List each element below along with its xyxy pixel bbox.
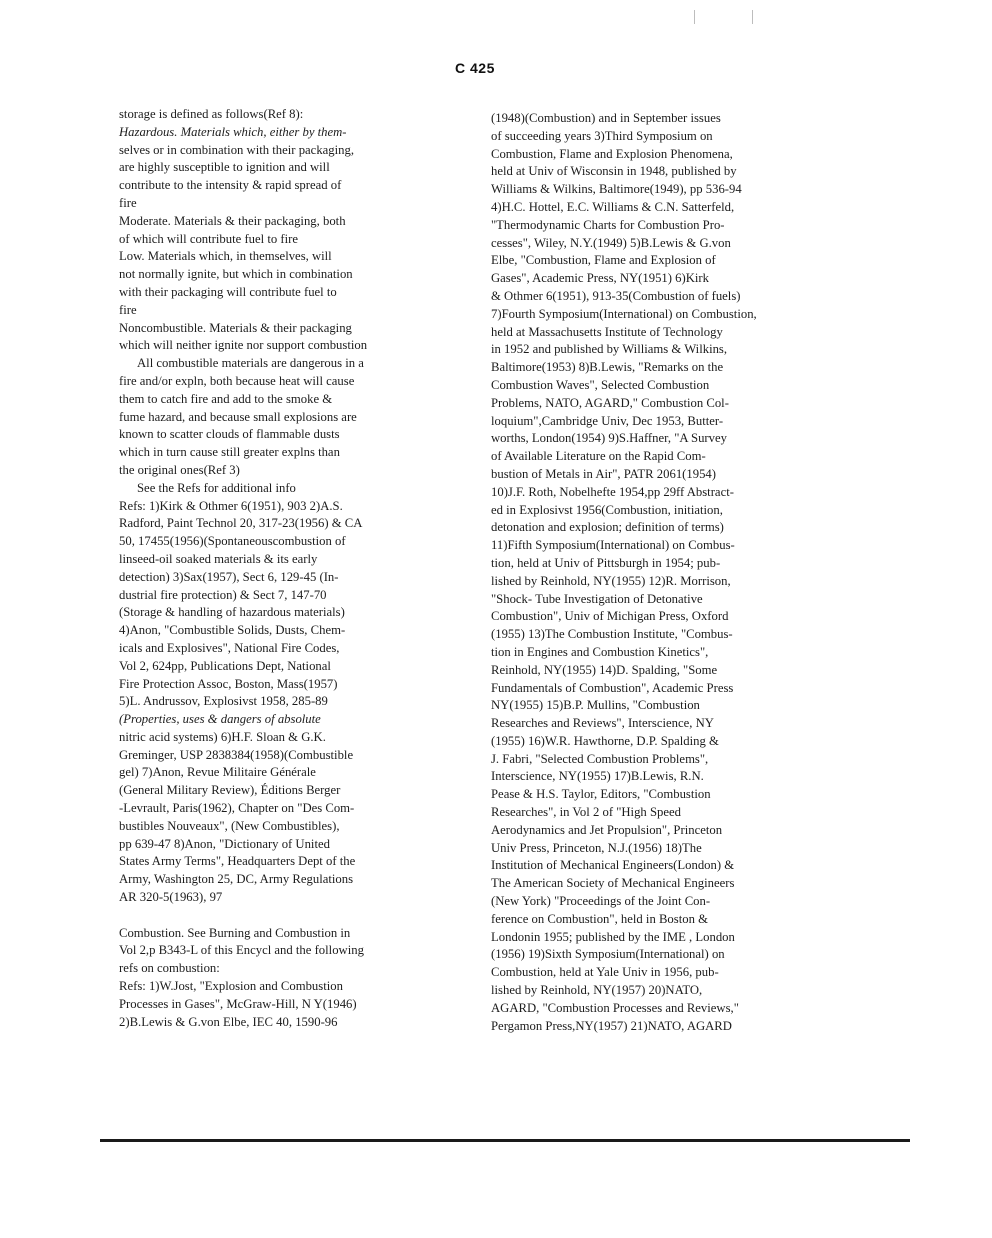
- text-line: AR 320-5(1963), 97: [119, 890, 223, 905]
- text-line: "Thermodynamic Charts for Combustion Pro-: [491, 217, 725, 232]
- text-line: fire: [119, 195, 137, 210]
- text-line: States Army Terms", Headquarters Dept of the: [119, 854, 356, 869]
- text-line: tion, held at Univ of Pittsburgh in 1954; pub-: [491, 555, 721, 570]
- text-line: fire: [119, 302, 137, 317]
- text-line: held at Univ of Wisconsin in 1948, published by: [491, 164, 737, 179]
- text-line: Institution of Mechanical Engineers(London) &: [491, 858, 735, 873]
- text-line: not normally ignite, but which in combination: [119, 267, 353, 282]
- text-line: Combustion", Univ of Michigan Press, Oxford: [491, 609, 729, 624]
- text-line: Moderate. Materials & their packaging, both: [119, 213, 346, 228]
- text-line: J. Fabri, "Selected Combustion Problems",: [491, 751, 709, 766]
- text-line: Reinhold, NY(1955) 14)D. Spalding, "Some: [491, 662, 718, 677]
- text-line: Londonin 1955; published by the IME , London: [491, 929, 735, 944]
- text-line: Researches and Reviews", Interscience, NY: [491, 716, 714, 731]
- text-line: Hazardous. Materials which, either by them-: [119, 124, 347, 139]
- text-line: "Shock- Tube Investigation of Detonative: [491, 591, 703, 606]
- text-line: detonation and explosion; definition of terms): [491, 520, 724, 535]
- text-line: Processes in Gases", McGraw-Hill, N Y(1946): [119, 996, 357, 1011]
- text-line: Fundamentals of Combustion", Academic Press: [491, 680, 734, 695]
- text-line: worths, London(1954) 9)S.Haffner, "A Survey: [491, 431, 727, 446]
- text-line: 50, 17455(1956)(Spontaneouscombustion of: [119, 534, 346, 549]
- text-line: linseed-oil soaked materials & its early: [119, 551, 318, 566]
- text-line: Pease & H.S. Taylor, Editors, "Combustion: [491, 787, 711, 802]
- scan-mark: [694, 10, 695, 24]
- text-line: ed in Explosivst 1956(Combustion, initiation,: [491, 502, 723, 517]
- text-line: Combustion Waves", Selected Combustion: [491, 377, 710, 392]
- text-line: Interscience, NY(1955) 17)B.Lewis, R.N.: [491, 769, 704, 784]
- text-line: nitric acid systems) 6)H.F. Sloan & G.K.: [119, 729, 326, 744]
- text-line: 7)Fourth Symposium(International) on Combustion,: [491, 306, 757, 321]
- text-line: (1956) 19)Sixth Symposium(International) on: [491, 947, 725, 962]
- text-line: gel) 7)Anon, Revue Militaire Générale: [119, 765, 316, 780]
- text-line: (Properties, uses & dangers of absolute: [119, 712, 321, 727]
- text-line: of succeeding years 3)Third Symposium on: [491, 128, 713, 143]
- text-line: detection) 3)Sax(1957), Sect 6, 129-45 (In-: [119, 569, 339, 584]
- text-line: Radford, Paint Technol 20, 317-23(1956) & CA: [119, 516, 363, 531]
- text-line: Refs: 1)Kirk & Othmer 6(1951), 903 2)A.S.: [119, 498, 343, 513]
- page-number-header: C 425: [455, 60, 495, 76]
- text-line: 11)Fifth Symposium(International) on Combus-: [491, 538, 735, 553]
- text-line: are highly susceptible to ignition and will: [119, 160, 330, 175]
- text-line: Greminger, USP 2838384(1958)(Combustible: [119, 747, 354, 762]
- text-line: which in turn cause still greater explns than: [119, 445, 340, 460]
- text-line: 4)Anon, "Combustible Solids, Dusts, Chem-: [119, 623, 346, 638]
- text-line: NY(1955) 15)B.P. Mullins, "Combustion: [491, 698, 700, 713]
- text-line: Refs: 1)W.Jost, "Explosion and Combustion: [119, 979, 343, 994]
- text-line: (1948)(Combustion) and in September issues: [491, 111, 721, 125]
- text-line: fire and/or expln, both because heat will cause: [119, 373, 355, 388]
- text-line: which will neither ignite nor support combustion: [119, 338, 368, 353]
- text-line: with their packaging will contribute fuel to: [119, 284, 337, 299]
- text-line: Combustion. See Burning and Combustion in: [119, 925, 351, 940]
- text-line: Elbe, "Combustion, Flame and Explosion of: [491, 253, 716, 268]
- left-column: [119, 106, 441, 1031]
- right-column: [491, 110, 821, 1035]
- text-line: Univ Press, Princeton, N.J.(1956) 18)The: [491, 840, 702, 855]
- text-line: them to catch fire and add to the smoke &: [119, 391, 333, 406]
- text-line: selves or in combination with their packaging,: [119, 142, 355, 157]
- text-line: Researches", in Vol 2 of "High Speed: [491, 805, 681, 820]
- text-line: bustibles Nouveaux", (New Combustibles),: [119, 818, 340, 833]
- text-line: Pergamon Press,NY(1957) 21)NATO, AGARD: [491, 1018, 732, 1033]
- text-line: Gases", Academic Press, NY(1951) 6)Kirk: [491, 271, 709, 286]
- text-line: cesses", Wiley, N.Y.(1949) 5)B.Lewis & G.von: [491, 235, 731, 250]
- text-line: Army, Washington 25, DC, Army Regulations: [119, 872, 354, 887]
- text-line: Vol 2,p B343-L of this Encycl and the following: [119, 943, 364, 958]
- text-line: the original ones(Ref 3): [119, 462, 240, 477]
- text-line: Vol 2, 624pp, Publications Dept, National: [119, 658, 331, 673]
- text-line: 10)J.F. Roth, Nobelhefte 1954,pp 29ff Abstract-: [491, 484, 734, 499]
- text-line: Williams & Wilkins, Baltimore(1949), pp 536-94: [491, 182, 742, 197]
- text-line: 5)L. Andrussov, Explosivst 1958, 285-89: [119, 694, 328, 709]
- text-line: contribute to the intensity & rapid spread of: [119, 178, 342, 193]
- text-line: All combustible materials are dangerous in a: [137, 356, 364, 371]
- text-line: of Available Literature on the Rapid Com-: [491, 449, 706, 464]
- text-line: [119, 907, 441, 925]
- text-line: lished by Reinhold, NY(1955) 12)R. Morrison,: [491, 573, 731, 588]
- text-line: pp 639-47 8)Anon, "Dictionary of United: [119, 836, 330, 851]
- text-line: (1955) 13)The Combustion Institute, "Combus-: [491, 627, 733, 642]
- bottom-rule: [100, 1139, 910, 1142]
- text-line: Aerodynamics and Jet Propulsion", Princeton: [491, 822, 723, 837]
- text-line: fume hazard, and because small explosions are: [119, 409, 357, 424]
- text-line: Combustion, held at Yale Univ in 1956, pub-: [491, 965, 719, 980]
- text-line: lished by Reinhold, NY(1957) 20)NATO,: [491, 983, 703, 998]
- scan-mark: [752, 10, 753, 24]
- text-line: dustrial fire protection) & Sect 7, 147-70: [119, 587, 327, 602]
- text-line: (Storage & handling of hazardous materials): [119, 605, 345, 620]
- text-line: (General Military Review), Éditions Berger: [119, 783, 341, 798]
- text-line: (New York) "Proceedings of the Joint Con-: [491, 894, 711, 909]
- text-line: 2)B.Lewis & G.von Elbe, IEC 40, 1590-96: [119, 1014, 338, 1029]
- text-line: bustion of Metals in Air", PATR 2061(1954): [491, 466, 716, 481]
- text-line: ference on Combustion", held in Boston &: [491, 911, 708, 926]
- text-line: See the Refs for additional info: [137, 480, 296, 495]
- text-line: AGARD, "Combustion Processes and Reviews,": [491, 1000, 739, 1015]
- text-line: Fire Protection Assoc, Boston, Mass(1957): [119, 676, 338, 691]
- text-line: 4)H.C. Hottel, E.C. Williams & C.N. Satterfeld,: [491, 199, 735, 214]
- text-line: tion in Engines and Combustion Kinetics",: [491, 644, 709, 659]
- text-line: of which will contribute fuel to fire: [119, 231, 298, 246]
- text-line: icals and Explosives", National Fire Codes,: [119, 640, 340, 655]
- text-line: Noncombustible. Materials & their packaging: [119, 320, 352, 335]
- text-line: & Othmer 6(1951), 913-35(Combustion of fuels): [491, 288, 741, 303]
- text-line: in 1952 and published by Williams & Wilkins,: [491, 342, 728, 357]
- text-line: Low. Materials which, in themselves, will: [119, 249, 332, 264]
- text-line: held at Massachusetts Institute of Technology: [491, 324, 723, 339]
- text-line: known to scatter clouds of flammable dusts: [119, 427, 340, 442]
- text-line: loquium",Cambridge Univ, Dec 1953, Butter-: [491, 413, 724, 428]
- text-line: (1955) 16)W.R. Hawthorne, D.P. Spalding &: [491, 733, 719, 748]
- text-line: -Levrault, Paris(1962), Chapter on "Des Com-: [119, 801, 355, 816]
- text-line: Baltimore(1953) 8)B.Lewis, "Remarks on the: [491, 360, 724, 375]
- text-line: Problems, NATO, AGARD," Combustion Col-: [491, 395, 729, 410]
- text-line: Combustion, Flame and Explosion Phenomena,: [491, 146, 733, 161]
- text-line: The American Society of Mechanical Engineers: [491, 876, 735, 891]
- text-line: storage is defined as follows(Ref 8):: [119, 107, 304, 121]
- text-line: refs on combustion:: [119, 961, 220, 976]
